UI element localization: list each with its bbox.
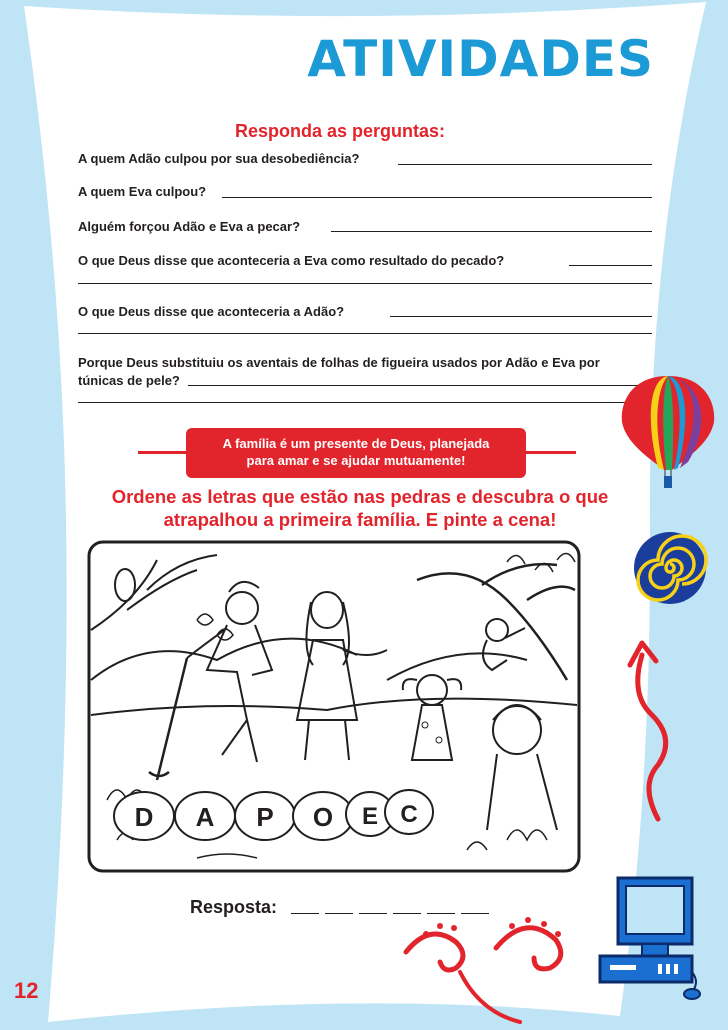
coloring-scene[interactable] <box>87 540 581 873</box>
banner-line-2: para amar e se ajudar mutuamente! <box>246 453 466 468</box>
banner-line-left <box>138 451 188 454</box>
answer-line-3[interactable] <box>331 231 652 232</box>
question-6-line-1: Porque Deus substituiu os aventais de folhas de figueira usados por Adão e Eva por <box>78 355 600 370</box>
answer-line-5a[interactable] <box>390 316 652 317</box>
answer-line-2[interactable] <box>222 197 652 198</box>
family-banner <box>186 428 526 478</box>
stone-letter-5: E <box>361 803 379 830</box>
swirl-ornament-icon <box>400 912 570 1030</box>
question-3: Alguém forçou Adão e Eva a pecar? <box>78 219 301 234</box>
hot-air-balloon-icon <box>618 372 718 496</box>
answer-line-4a[interactable] <box>569 265 652 266</box>
banner-line-1: A família é um presente de Deus, planejada <box>222 436 490 451</box>
question-4: O que Deus disse que aconteceria a Eva como resultado do pecado? <box>78 253 505 268</box>
spiral-icon <box>632 530 708 606</box>
computer-icon <box>596 872 706 1000</box>
squiggle-arrow-icon <box>622 635 686 825</box>
page-number: 12 <box>14 978 39 1003</box>
stone-letter-3: P <box>256 802 274 832</box>
answer-blank-3[interactable] <box>359 913 387 914</box>
answer-blank-2[interactable] <box>325 913 353 914</box>
stone-letter-6: C <box>400 801 418 828</box>
stone-letter-4: O <box>312 802 334 832</box>
question-5: O que Deus disse que aconteceria a Adão? <box>78 304 345 319</box>
questions-heading: Responda as perguntas: <box>234 121 446 141</box>
stone-letter-2: A <box>195 802 215 832</box>
question-1: A quem Adão culpou por sua desobediência? <box>78 151 360 166</box>
page-title: ATIVIDADES <box>307 30 654 88</box>
banner-line-right <box>524 451 576 454</box>
question-2: A quem Eva culpou? <box>78 184 207 199</box>
answer-line-6a[interactable] <box>188 385 652 386</box>
instruction-line-1: Ordene as letras que estão nas pedras e descubra o que <box>111 486 609 507</box>
stone-letter-1: D <box>134 802 154 832</box>
answer-blank-1[interactable] <box>291 913 319 914</box>
answer-line-5b[interactable] <box>78 333 652 334</box>
answer-line-4b[interactable] <box>78 283 652 284</box>
answer-label: Resposta: <box>190 897 278 917</box>
question-6-line-2: túnicas de pele? <box>78 373 180 388</box>
puzzle-instruction <box>50 485 670 531</box>
answer-line-1[interactable] <box>398 164 652 165</box>
answer-line-6b[interactable] <box>78 402 652 403</box>
instruction-line-2: atrapalhou a primeira família. E pinte a cena! <box>163 509 557 530</box>
